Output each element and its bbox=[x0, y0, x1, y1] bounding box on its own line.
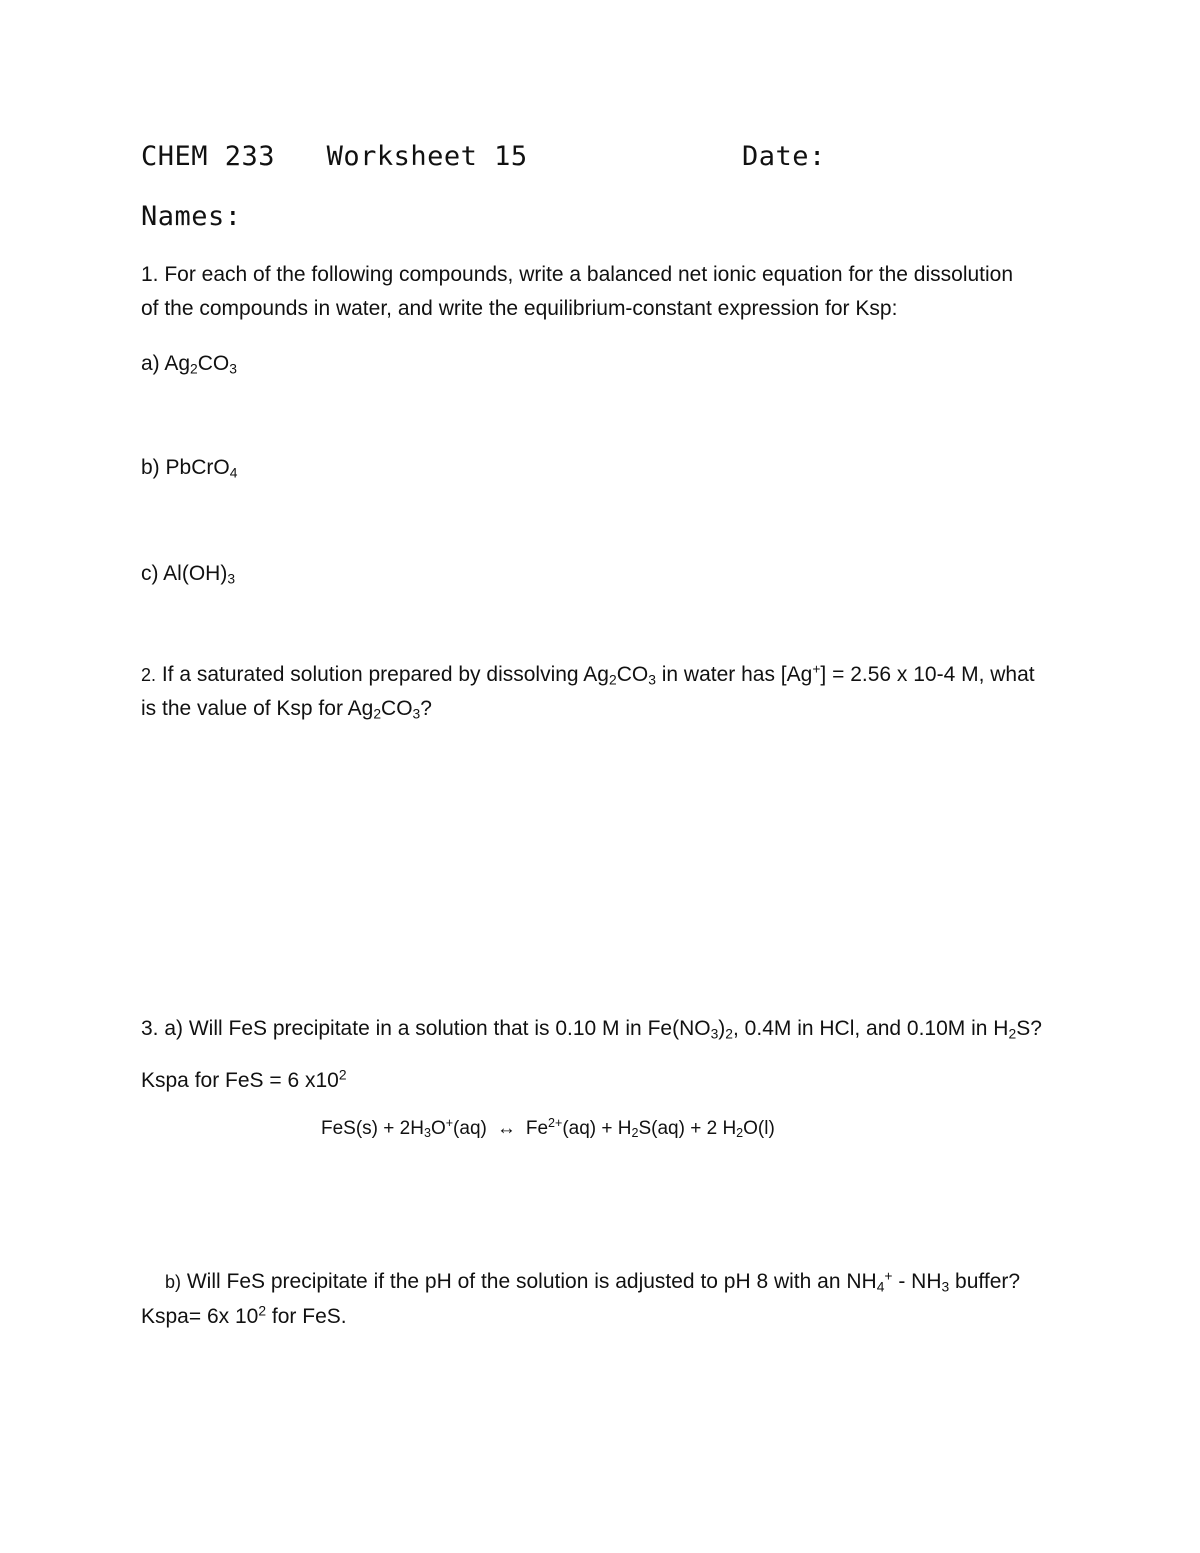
q3a-line bbox=[141, 1012, 1042, 1046]
q2-sub: 3 bbox=[412, 705, 421, 722]
q2-line1 bbox=[141, 658, 1035, 692]
q1-line1: 1. For each of the following compounds, write a balanced net ionic equation for the dissolution bbox=[141, 263, 1014, 286]
q3a-text: S? bbox=[1016, 1017, 1042, 1040]
q3a-sub: 2 bbox=[1008, 1025, 1017, 1042]
q3b-sup: + bbox=[884, 1267, 893, 1284]
q1a-sub1: 2 bbox=[190, 360, 198, 377]
kspa-text: Kspa for FeS = 6 x10 bbox=[141, 1069, 339, 1092]
q1a-sub2: 3 bbox=[229, 360, 237, 377]
q2-number: 2. bbox=[141, 665, 157, 685]
q2-sub: 2 bbox=[608, 671, 617, 688]
q1-part-a bbox=[141, 347, 237, 381]
q3b-line1 bbox=[141, 1265, 1020, 1299]
q3b-sup: 2 bbox=[258, 1302, 267, 1319]
q1c-text: c) Al(OH) bbox=[141, 562, 228, 585]
q2-text: ] = 2.56 x 10-4 M, what bbox=[820, 663, 1035, 686]
q2-text: CO bbox=[381, 697, 413, 720]
q1-line2: of the compounds in water, and write the equilibrium-constant expression for Ksp: bbox=[141, 297, 898, 320]
q1b-text: b) PbCrO bbox=[141, 456, 230, 479]
equilibrium-arrow-icon: ↔ bbox=[496, 1118, 516, 1139]
q3a-text: , 0.4M in HCl, and 0.10M in H bbox=[733, 1017, 1009, 1040]
q1-part-c bbox=[141, 557, 235, 591]
q3b-sub: 4 bbox=[876, 1278, 885, 1295]
worksheet-title: Worksheet 15 bbox=[326, 141, 528, 172]
q2-text: CO bbox=[616, 663, 649, 686]
q2-text: ? bbox=[420, 697, 432, 720]
q2-sub: 3 bbox=[648, 671, 656, 688]
q2-text: If a saturated solution prepared by dissolving Ag bbox=[156, 663, 609, 686]
kspa-sup: 2 bbox=[338, 1066, 347, 1083]
q3a-text: ) bbox=[718, 1017, 726, 1040]
eq-text: (aq) bbox=[453, 1118, 487, 1139]
q3b-line2 bbox=[141, 1300, 347, 1334]
equilibrium-equation bbox=[321, 1118, 775, 1140]
q3b-sub: 3 bbox=[941, 1278, 950, 1295]
q1b-sub1: 4 bbox=[229, 464, 238, 481]
q2-sub: 2 bbox=[373, 705, 382, 722]
eq-text: (aq) + H bbox=[562, 1118, 632, 1139]
worksheet-header bbox=[141, 141, 528, 172]
q3b-text: Will FeS precipitate if the pH of the solution is adjusted to pH 8 with an NH bbox=[181, 1270, 877, 1293]
eq-text: O(l) bbox=[743, 1118, 775, 1139]
eq-text: S(aq) + 2 H bbox=[638, 1118, 737, 1139]
q3a-text: 3. a) Will FeS precipitate in a solution that is 0.10 M in Fe(NO bbox=[141, 1017, 711, 1040]
q3b-text: for FeS. bbox=[266, 1305, 347, 1328]
eq-sub: 3 bbox=[423, 1126, 431, 1141]
eq-text: Fe bbox=[525, 1118, 549, 1139]
q1a-text: a) Ag bbox=[141, 352, 191, 375]
q2-sup: + bbox=[812, 660, 821, 677]
q1c-sub1: 3 bbox=[227, 570, 236, 587]
eq-text: O bbox=[430, 1118, 446, 1139]
eq-sup: + bbox=[445, 1116, 454, 1131]
course-code: CHEM 233 bbox=[141, 141, 276, 172]
q3a-sub: 2 bbox=[725, 1025, 734, 1042]
q2-text: in water has [Ag bbox=[655, 663, 813, 686]
names-label: Names: bbox=[141, 201, 242, 232]
q1-part-b bbox=[141, 451, 237, 485]
q3a-kspa bbox=[141, 1064, 347, 1098]
q3b-text: Kspa= 6x 10 bbox=[141, 1305, 259, 1328]
eq-sub: 2 bbox=[736, 1126, 744, 1141]
q1a-mid: CO bbox=[197, 352, 230, 375]
q2-line2 bbox=[141, 692, 432, 726]
q2-text: is the value of Ksp for Ag bbox=[141, 697, 374, 720]
q3b-text: buffer? bbox=[949, 1270, 1021, 1293]
date-label: Date: bbox=[742, 141, 826, 172]
eq-text: FeS(s) + 2H bbox=[321, 1118, 424, 1139]
q3b-text: - NH bbox=[892, 1270, 942, 1293]
q3b-label: b) bbox=[165, 1272, 182, 1292]
eq-sup: 2+ bbox=[548, 1116, 563, 1131]
eq-sub: 2 bbox=[631, 1126, 639, 1141]
q3a-sub: 3 bbox=[710, 1025, 719, 1042]
